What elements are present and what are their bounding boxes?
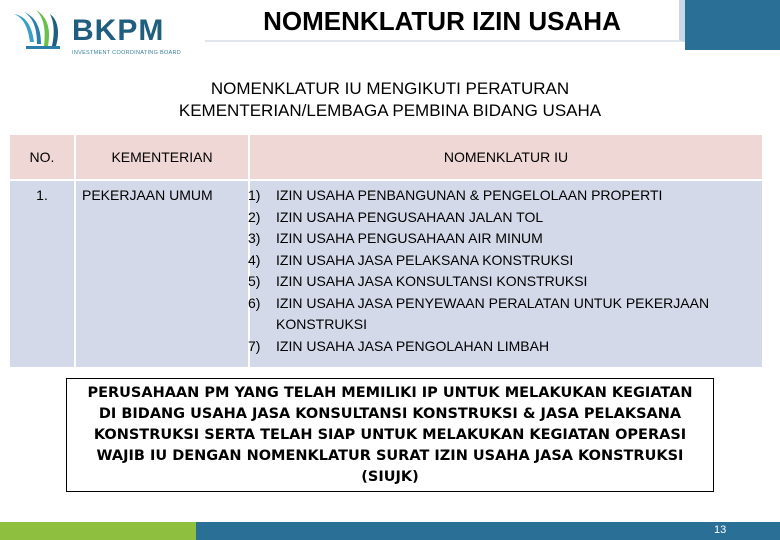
list-item-number: 4) [248, 251, 261, 268]
list-item-text: IZIN USAHA JASA KONSULTANSI KONSTRUKSI [276, 273, 588, 289]
subheading-line-2: KEMENTERIAN/LEMBAGA PEMBINA BIDANG USAHA [178, 101, 602, 120]
header-nomenklatur: NOMENKLATUR IU [443, 149, 569, 165]
subheading [0, 78, 780, 122]
list-item-number: 7) [248, 337, 261, 354]
list-item-number: 3) [248, 230, 261, 246]
list-item [248, 271, 760, 293]
header-kementerian: KEMENTERIAN [111, 149, 213, 165]
header-no: NO. [29, 149, 55, 165]
list-item [248, 228, 760, 250]
list-item [248, 293, 760, 336]
row-number: 1. [36, 187, 48, 203]
list-item-number: 2) [248, 208, 261, 225]
list-item-text: IZIN USAHA PENGUSAHAAN JALAN TOL [276, 208, 544, 225]
footer-blue-bar [196, 522, 780, 540]
subheading-line-1: NOMENKLATUR IU MENGIKUTI PERATURAN [210, 79, 570, 98]
footer-green-bar [0, 522, 196, 540]
list-item-number: 5) [248, 273, 261, 289]
list-item-text: IZIN USAHA PENBANGUNAN & PENGELOLAAN PROPERTI [276, 187, 663, 203]
logo-tagline: INVESTMENT COORDINATING BOARD [72, 50, 182, 56]
list-item-number: 1) [248, 187, 261, 203]
list-item [248, 185, 760, 207]
list-item-text: IZIN USAHA JASA PELAKSANA KONSTRUKSI [276, 251, 574, 268]
list-item [248, 207, 760, 229]
list-item-number: 6) [248, 294, 261, 311]
page-number: 13 [714, 524, 727, 536]
nomenclature-list [248, 185, 760, 357]
table-divider [10, 179, 762, 181]
row-kementerian: PEKERJAAN UMUM [82, 187, 213, 203]
page-title: NOMENKLATUR IZIN USAHA [263, 6, 621, 36]
logo-wordmark: BKPM [72, 14, 165, 47]
list-item-text: IZIN USAHA JASA PENYEWAAN PERALATAN UNTUK PEKERJAAN KONSTRUKSI [276, 294, 710, 332]
list-item-text: IZIN USAHA PENGUSAHAAN AIR MINUM [276, 230, 543, 246]
bkpm-logo [10, 8, 200, 58]
list-item [248, 336, 760, 358]
nomenclature-table [10, 135, 762, 367]
note-box: PERUSAHAAN PM YANG TELAH MEMILIKI IP UNTUK MELAKUKAN KEGIATAN DI BIDANG USAHA JASA KONSULTANSI KONSTRUKSI & JASA PELAKSANA KONSTRUKSI SERTA TELAH SIAP UNTUK MELAKUKAN KEGIATAN OPERASI WAJIB IU DENGAN NOMENKLATUR SURAT IZIN USAHA JASA KONSTRUKSI (SIUJK) [66, 378, 714, 492]
bkpm-emblem-icon [10, 8, 68, 58]
table-column-divider [74, 135, 76, 367]
list-item-text: IZIN USAHA JASA PENGOLAHAN LIMBAH [276, 337, 550, 354]
title-accent-block [685, 0, 780, 50]
list-item [248, 250, 760, 272]
title-bar [205, 0, 685, 42]
